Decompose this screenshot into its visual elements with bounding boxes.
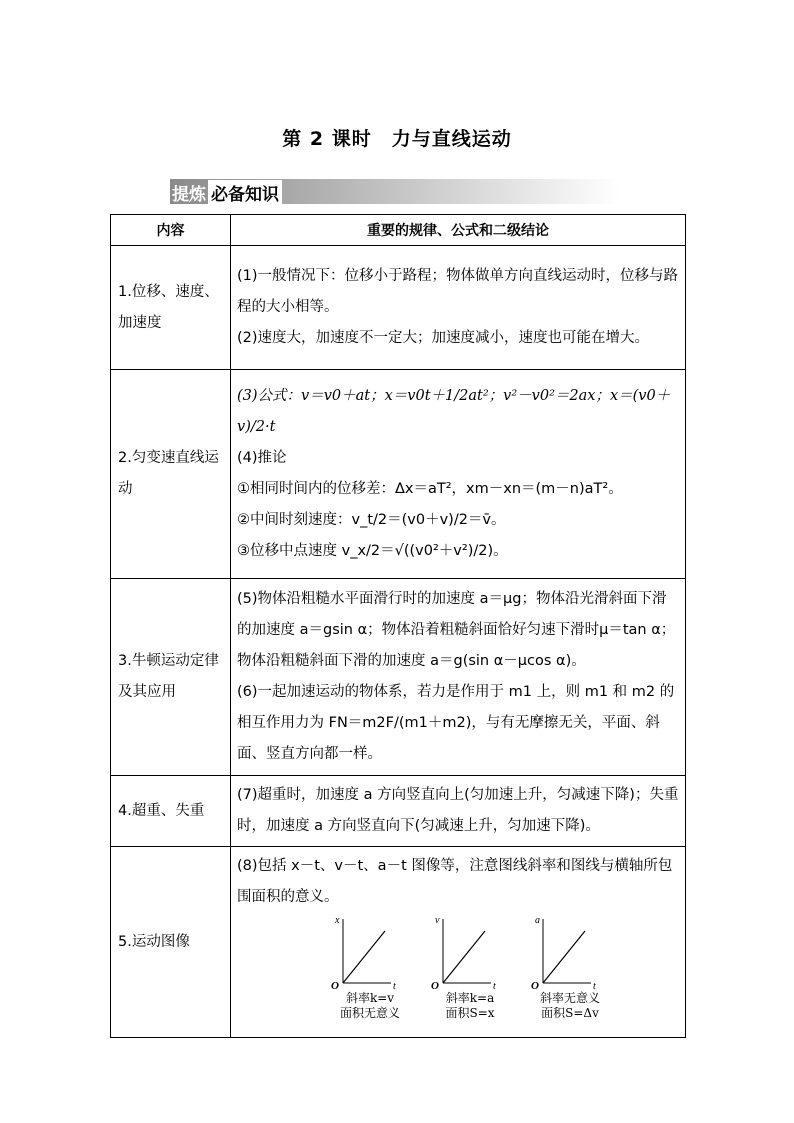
table-row — [111, 370, 686, 579]
row-content — [231, 776, 686, 847]
x-axis-label: t — [393, 981, 396, 991]
row-name: 4.超重、失重 — [111, 776, 231, 847]
content-line: (3)公式：v＝v0＋at；x＝v0t＋1/2at²；v²－v0²＝2ax；x＝(v0＋v)/2·t — [237, 388, 671, 435]
graph-x-t — [325, 913, 415, 1021]
y-axis-label: a — [535, 915, 540, 926]
section-banner — [170, 179, 620, 204]
table-row — [111, 847, 686, 1038]
graph-caption: 面积S=Δv — [541, 1006, 599, 1020]
origin-label: O — [431, 980, 439, 991]
graph-v-t-plot — [425, 913, 515, 991]
graph-a-t — [525, 913, 615, 1021]
y-axis-label: x — [335, 915, 340, 926]
row-name: 3.牛顿运动定律及其应用 — [111, 579, 231, 776]
row-name: 1.位移、速度、加速度 — [111, 246, 231, 370]
table-row — [111, 246, 686, 370]
content-line: (8)包括 x－t、v－t、a－t 图像等，注意图线斜率和图线与横轴所包围面积的意义。 — [237, 858, 673, 905]
content-line: (5)物体沿粗糙水平面滑行时的加速度 a＝μg；物体沿光滑斜面下滑的加速度 a＝gsin α；物体沿着粗糙斜面恰好匀速下滑时μ＝tan α；物体沿粗糙斜面下滑的加速度 a＝g(sin α－μcos α)。 — [237, 591, 676, 669]
motion-graphs — [237, 913, 679, 1033]
graph-caption: 斜率k=v — [345, 991, 395, 1005]
origin-label: O — [531, 980, 539, 991]
graph-caption: 斜率k=a — [445, 991, 495, 1005]
x-axis-label: t — [493, 981, 496, 991]
row-content — [231, 579, 686, 776]
graph-v-t — [425, 913, 515, 1021]
content-line: ②中间时刻速度：v_t/2＝(v0＋v)/2＝v̄。 — [237, 512, 506, 528]
table-row — [111, 776, 686, 847]
origin-label: O — [331, 980, 339, 991]
graph-caption: 面积无意义 — [339, 1006, 400, 1020]
header-rules: 重要的规律、公式和二级结论 — [231, 215, 686, 246]
content-line: ①相同时间内的位移差：Δx＝aT²，xm－xn＝(m－n)aT²。 — [237, 481, 623, 497]
header-content: 内容 — [111, 215, 231, 246]
graph-a-t-plot — [525, 913, 615, 991]
content-line: (6)一起加速运动的物体系，若力是作用于 m1 上，则 m1 和 m2 的相互作用力为 FN＝m2F/(m1＋m2)，与有无摩擦无关，平面、斜面、竖直方向都一样。 — [237, 684, 675, 762]
banner-part2: 必备知识 — [208, 180, 282, 205]
y-axis-label: v — [435, 915, 440, 926]
graph-caption: 面积S=x — [445, 1006, 495, 1020]
row-content — [231, 246, 686, 370]
content-line: (7)超重时，加速度 a 方向竖直向上(匀加速上升，匀减速下降)；失重时，加速度 a 方向竖直向下(匀减速上升，匀加速下降)。 — [237, 787, 679, 834]
graph-x-t-plot — [325, 913, 415, 991]
knowledge-table — [110, 214, 686, 1038]
content-line: (2)速度大，加速度不一定大；加速度减小，速度也可能在增大。 — [237, 330, 650, 346]
table-header-row — [111, 215, 686, 246]
banner-part1: 提炼 — [172, 185, 206, 205]
content-line: ③位移中点速度 v_x/2＝√((v0²＋v²)/2)。 — [237, 543, 508, 559]
page-title: 第 2 课时 力与直线运动 — [282, 128, 512, 150]
row-name: 5.运动图像 — [111, 847, 231, 1038]
graph-caption: 斜率无意义 — [539, 991, 600, 1005]
content-line: (4)推论 — [237, 450, 287, 466]
content-line: (1)一般情况下：位移小于路程；物体做单方向直线运动时，位移与路程的大小相等。 — [237, 268, 679, 315]
x-axis-label: t — [593, 981, 596, 991]
table-row — [111, 579, 686, 776]
row-content — [231, 370, 686, 579]
row-content — [231, 847, 686, 1038]
row-name: 2.匀变速直线运动 — [111, 370, 231, 579]
